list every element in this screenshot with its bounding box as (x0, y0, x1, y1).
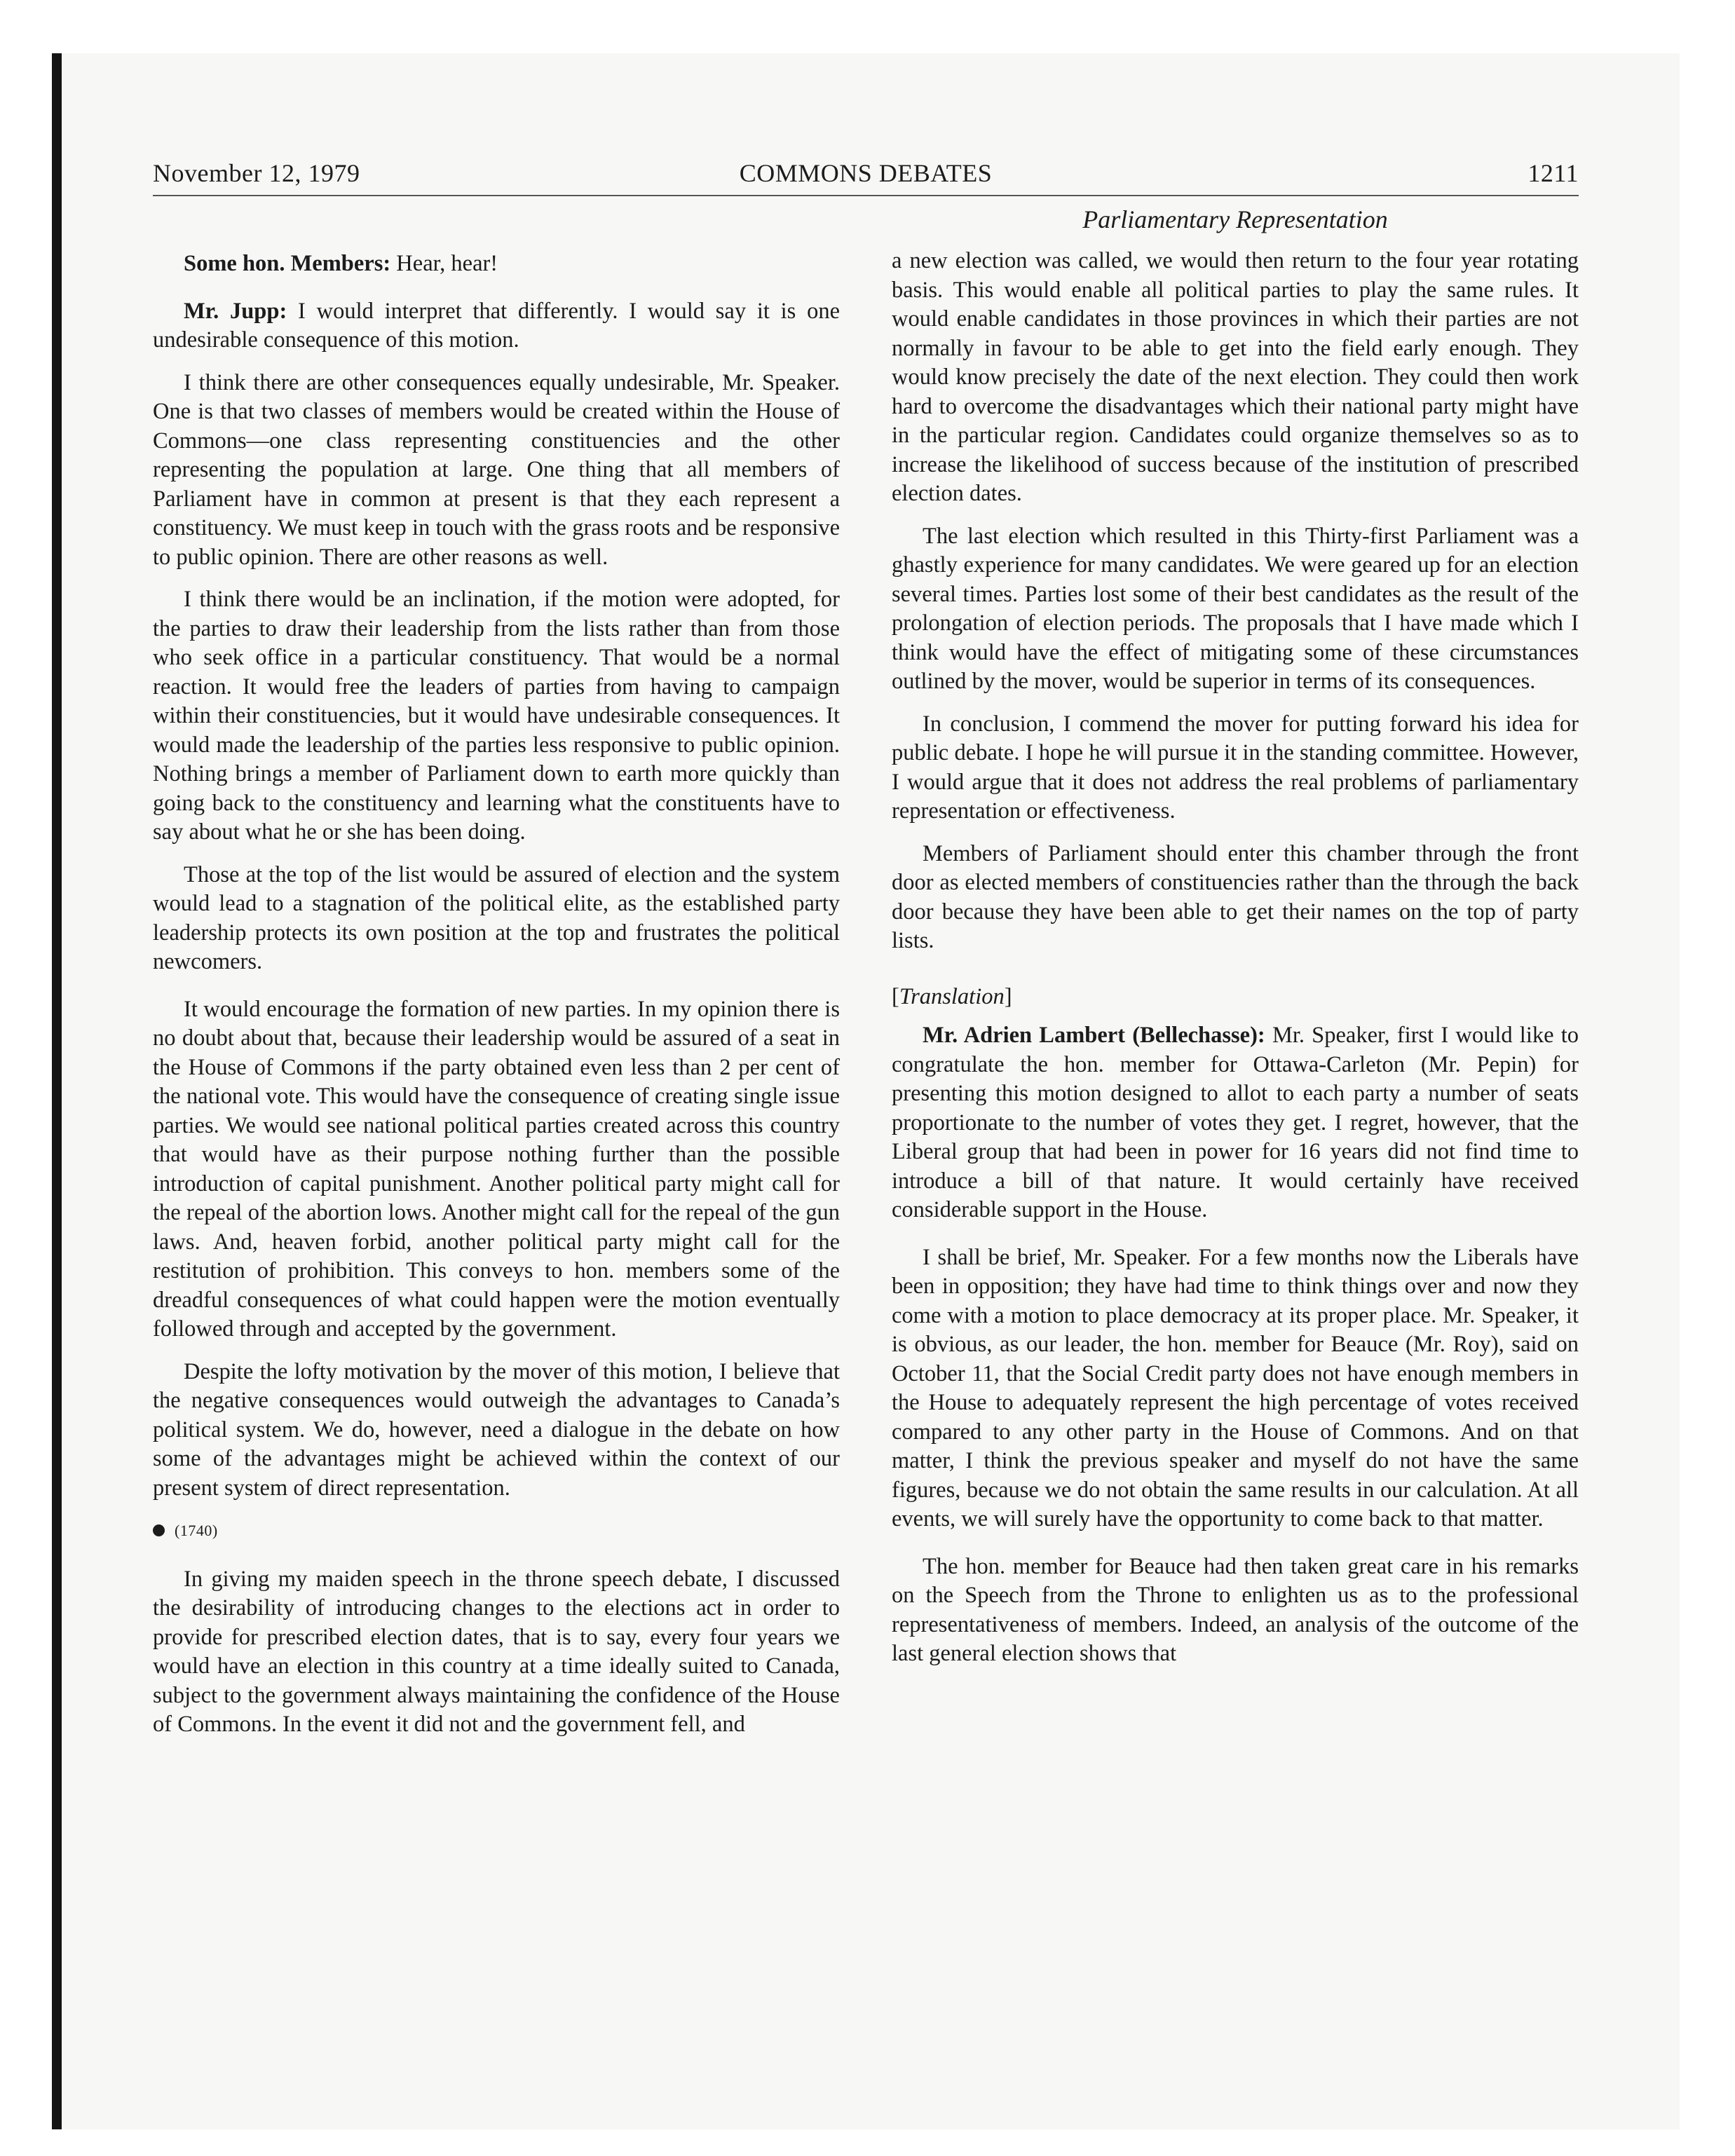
right-column (892, 247, 1579, 1682)
speaker-name: Some hon. Members: (184, 251, 391, 276)
paragraph: I think there would be an inclination, if the motion were adopted, for the parties to draw their leadership from the lists rather than from those who seek office in a particular constituency. That would be a normal reaction. It would free the leaders of parties from having to campaign within their constituencies, but it would have undesirable consequences. It would made the leadership of the parties less responsive to public opinion. Nothing brings a member of Parliament down to earth more quickly than going back to the constituency and learning what the constituents have to say about what he or she has been doing. (153, 587, 840, 845)
speech-text: Hear, hear! (390, 251, 498, 276)
subject-heading: Parliamentary Representation (1082, 205, 1388, 233)
paragraph: Those at the top of the list would be assured of election and the system would lead to a stagnation of the political elite, as the established party leadership protects its own position at the top and frustrates the political newcomers. (153, 861, 840, 974)
header-date: November 12, 1979 (153, 159, 360, 187)
paragraph: a new election was called, we would then return to the four year rotating basis. This would enable all political parties to play the same rules. It would enable candidates in those provinces in which their parties are not normally in favour to be able to get into the field early enough. They would know precisely the date of the next election. They could then work hard to overcome the disadvantages which their national party might have in the particular region. Candidates could organize themselves so as to increase the likelihood of success because of the institution of prescribed election dates. (892, 248, 1579, 506)
translation-marker: [Translation] (892, 983, 1012, 1009)
paragraph (153, 250, 840, 279)
speech-text: Mr. Speaker, first I would like to congratulate the hon. member for Ottawa-Carleton (Mr. Pepin) for presenting this motion designed to allot to each party a number of seats proportionate to the number of votes they get. I regret, however, that the Liberal group that had been in power for 16 years did not find time to introduce a bill of that nature. It would certainly have received considerable support in the House. (892, 1023, 1579, 1222)
paragraph: The hon. member for Beauce had then taken great care in his remarks on the Speech from the Throne to enlighten us as to the professional representativeness of members. Indeed, an analysis of the outcome of the last general election shows that (892, 1553, 1579, 1666)
bullet-icon (153, 1524, 165, 1536)
paragraph: In conclusion, I commend the mover for putting forward his idea for public debate. I hope he will pursue it in the standing committee. However, I would argue that it does not address the real problems of parliamentary representation or effectiveness. (892, 711, 1579, 824)
paragraph: I shall be brief, Mr. Speaker. For a few months now the Liberals have been in opposition; they have had time to think things over and now they come with a motion to place democracy at its proper place. Mr. Speaker, it is obvious, as our leader, the hon. member for Beauce (Mr. Roy), said on October 11, that the Social Credit party does not have enough members in the House to adequately represent the high percentage of votes received compared to any other party in the House of Commons. And on that matter, I think the previous speaker and myself do not have the same figures, because we do not obtain the same results in our calculation. At all events, we will surely have the opportunity to come back to that matter. (892, 1244, 1579, 1531)
speech-text: I would interpret that differently. I would say it is one undesirable consequence of this motion. (153, 298, 840, 353)
running-head (153, 153, 1579, 196)
header-publication: COMMONS DEBATES (739, 159, 993, 187)
translation-label: Translation (899, 983, 1005, 1009)
header-page-number: 1211 (1528, 159, 1579, 187)
speaker-name: Mr. Jupp: (184, 298, 287, 324)
speaker-name: Mr. Adrien Lambert (Bellechasse): (923, 1023, 1265, 1048)
paragraph (153, 297, 840, 355)
paragraph (892, 1021, 1579, 1225)
left-column (153, 247, 840, 1753)
scan-edge-shadow (52, 53, 62, 2129)
paragraph: The last election which resulted in this Thirty-first Parliament was a ghastly experience for many candidates. We were geared up for an election several times. Parties lost some of their best candidates as the result of the prolongation of election periods. The proposals that I have made which I think would have the effect of mitigating some of these circumstances outlined by the mover, would be superior in terms of its consequences. (892, 523, 1579, 694)
time-marker (153, 1516, 840, 1546)
paragraph: It would encourage the formation of new parties. In my opinion there is no doubt about that, because their leadership would be assured of a seat in the House of Commons if the party obtained even less than 2 per cent of the national vote. This would have the consequence of creating single issue parties. We would see national political parties created across this country that would have as their purpose nothing further than the possible introduction of capital punishment. Another political party might call for the repeal of the abortion lows. Another might call for the repeal of the gun laws. And, heaven forbid, another political party might call for the restitution of prohibition. This conveys to hon. members some of the dreadful consequences of what could happen were the motion eventually followed through and accepted by the government. (153, 996, 840, 1342)
time-marker-text: (1740) (175, 1522, 218, 1539)
paragraph: Despite the lofty motivation by the mover of this motion, I believe that the negative consequences would outweigh the advantages to Canada’s political system. We do, however, need a dialogue in the debate on how some of the advantages might be achieved within the context of our present system of direct representation. (153, 1358, 840, 1501)
paragraph: I think there are other consequences equally undesirable, Mr. Speaker. One is that two classes of members would be created within the House of Commons—one class representing constituencies and the other representing the population at large. One thing that all members of Parliament have in common at present is that they each represent a constituency. We must keep in touch with the grass roots and be responsive to public opinion. There are other reasons as well. (153, 369, 840, 570)
paragraph: Members of Parliament should enter this chamber through the front door as elected members of constituencies rather than the through the back door because they have been able to get their names on the top of party lists. (892, 840, 1579, 953)
paragraph: In giving my maiden speech in the throne speech debate, I discussed the desirability of introducing changes to the elections act in order to provide for prescribed election dates, that is to say, every four years we would have an election in this country at a time ideally suited to Canada, subject to the government always maintaining the confidence of the House of Commons. In the event it did not and the government fell, and (153, 1566, 840, 1737)
